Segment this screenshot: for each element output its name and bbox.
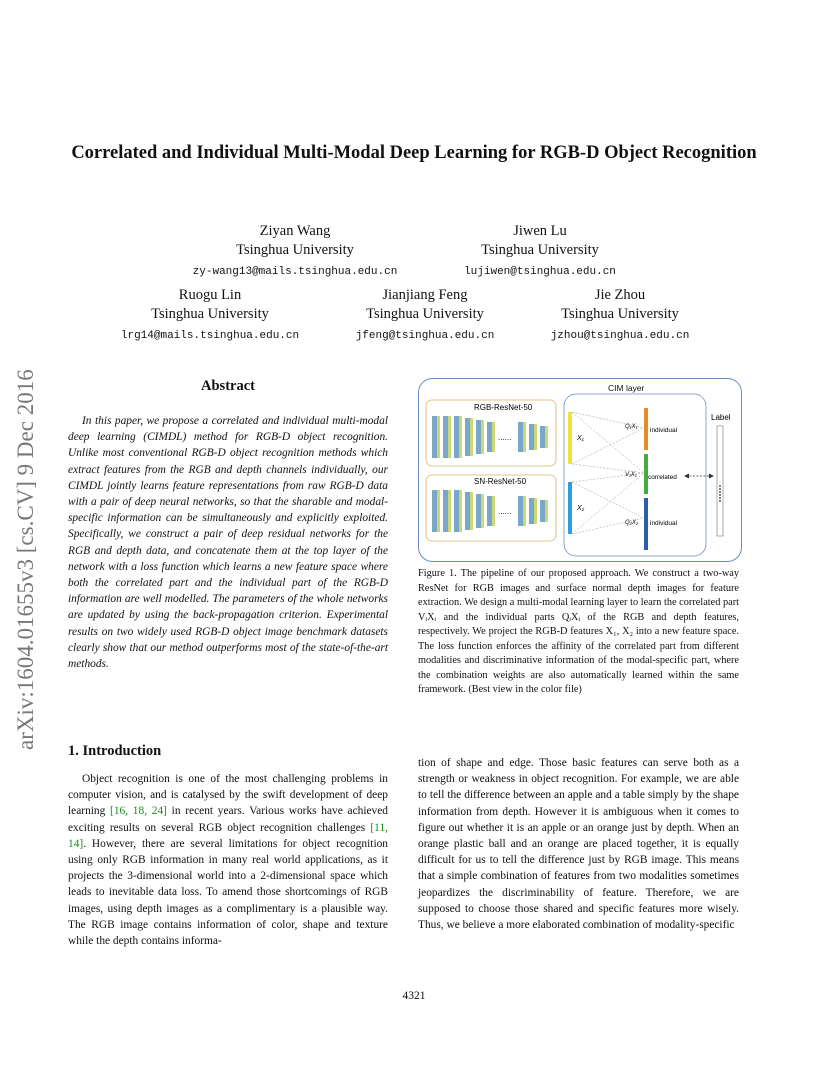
correlated-label: correlated (648, 474, 677, 481)
individual-top-label: individual (650, 427, 678, 434)
author-affiliation: Tsinghua University (366, 306, 484, 322)
label-vector (717, 426, 723, 536)
author-affiliation: Tsinghua University (151, 306, 269, 322)
intro-paragraph-1 (68, 771, 388, 949)
x1-label: X₁ (577, 435, 584, 442)
author-email[interactable]: zy-wang13@mails.tsinghua.edu.cn (192, 266, 398, 278)
citation-link[interactable]: [16, 18, 24] (110, 805, 167, 818)
author-email[interactable]: jzhou@tsinghua.edu.cn (550, 330, 690, 342)
author-name: Jiwen Lu (513, 223, 567, 239)
rgb-resnet-label: RGB-ResNet-50 (474, 403, 533, 412)
x2-label: X₂ (577, 505, 585, 512)
page-number: 4321 (402, 990, 426, 1002)
individual-bottom-bar (644, 498, 648, 550)
label-title: Label (711, 413, 731, 422)
cim-layer-label: CIM layer (608, 383, 645, 393)
q1x1-label: Q₁X₁ (625, 424, 638, 430)
sn-layers (432, 490, 548, 532)
author-block-5 (530, 286, 710, 343)
intro-text: in recent years. Various works have achieved exciting results on several RGB object recognition challenges (68, 805, 388, 834)
arxiv-side-label: arXiv:1604.01655v3 [cs.CV] 9 Dec 2016 (13, 369, 38, 750)
individual-top-bar (644, 408, 648, 450)
intro-text: Object recognition is one of the most challenging problems in computer vision, and is catalysed by the swift development of deep learning (68, 773, 388, 818)
author-block-4 (320, 286, 530, 343)
figure-caption: Figure 1. The pipeline of our proposed approach. We construct a two-way ResNet for RGB images and surface normal depth images for feature extraction. We design a multi-modal learning layer to learn the correlated part VᵢXᵢ and the individual parts QᵢXᵢ of the RGB and depth features, respectively. We project the RGB-D features X₁, X₂ into a new feature space. The loss function enforces the affinity of the correlated part from different modalities and discriminative information of the modal-specific part, where the combination weights are also automatically learned within the same framework. (Best view in the color file) (418, 568, 739, 695)
v1x1-label: V₁X₁ (625, 472, 637, 478)
author-name: Ruogu Lin (178, 287, 242, 303)
author-affiliation: Tsinghua University (481, 242, 599, 258)
rgb-dots: ...... (498, 433, 512, 442)
abstract-heading: Abstract (201, 378, 255, 394)
author-block-2 (420, 222, 660, 279)
x1-feature-bar (568, 412, 572, 464)
q2x2-label: Q₂X₂ (625, 520, 639, 526)
sn-dots: ...... (498, 507, 512, 516)
citation-link[interactable]: [11, 14] (68, 821, 388, 850)
author-affiliation: Tsinghua University (236, 242, 354, 258)
author-block-3 (100, 286, 320, 343)
intro-heading: 1. Introduction (68, 743, 162, 759)
author-name: Jianjiang Feng (382, 287, 468, 303)
figure-frame (419, 379, 742, 562)
author-name: Ziyan Wang (259, 223, 331, 239)
author-email[interactable]: lrg14@mails.tsinghua.edu.cn (120, 330, 300, 342)
x2-feature-bar (568, 482, 572, 534)
intro-paragraph-2: tion of shape and edge. Those basic features can serve both as a strength or weakness in object recognition. For example, we are able to tell the difference between an apple and a table simply by the shape information from depth. However it is ambiguous when it comes to figure out whether it is an apple or an orange just by depth. When an orange plastic ball and an orange are placed together, it is equally difficult for us to tell the difference just by RGB image. This means that a simple combination of features from two modalities sometimes jeopardizes the discriminability of feature. Therefore, we are supposed to choose those shared and specific features more wisely. Thus, we believe a more elaborated combination of modality-specific (418, 757, 739, 932)
arrow-right-icon (709, 474, 714, 479)
individual-bottom-label: individual (650, 520, 678, 527)
arrow-left-icon (684, 474, 689, 479)
sn-resnet-label: SN-ResNet-50 (474, 477, 527, 486)
rgb-layers (432, 416, 548, 458)
author-name: Jie Zhou (594, 287, 646, 303)
author-block-1 (170, 222, 420, 279)
abstract-text: In this paper, we propose a correlated and individual multi-modal deep learning (CIMDL) method for RGB-D object recognition. Unlike most conventional RGB-D object recognition methods which extract features from the RGB and depth channels individually, our CIMDL jointly learns feature representations from raw RGB-D data with a pair of deep neural networks, so that the sharable and modal-specific information can be simultaneously and explicitly exploited. Specifically, we construct a pair of deep residual networks for the RGB and depth data, and concatenate them at the top layer of the network with a loss function which learns a new feature space where both the correlated part and the individual part of the RGB-D information are well modelled. The parameters of the whole networks are updated by using the back-propagation criterion. Experimental results on two widely used RGB-D object image benchmark datasets clearly show that our method outperforms most of the state-of-the-art methods. (68, 415, 388, 671)
author-affiliation: Tsinghua University (561, 306, 679, 322)
label-vector-dots (719, 485, 721, 502)
author-email[interactable]: lujiwen@tsinghua.edu.cn (464, 266, 616, 278)
paper-title: Correlated and Individual Multi-Modal Deep Learning for RGB-D Object Recognition (71, 143, 757, 163)
author-email[interactable]: jfeng@tsinghua.edu.cn (355, 330, 495, 342)
intro-text: . However, there are several limitations for object recognition using only RGB information in many real world applications, as it projects the 3-dimensional world into a 2-dimensional space which leads to inevitable data loss. To amend those shortcomings of RGB images, using depth images as a complimentary is a plausible way. The RGB image contains information of color, shape and texture while the depth contains informa- (68, 837, 388, 948)
pipeline-figure (418, 378, 742, 562)
